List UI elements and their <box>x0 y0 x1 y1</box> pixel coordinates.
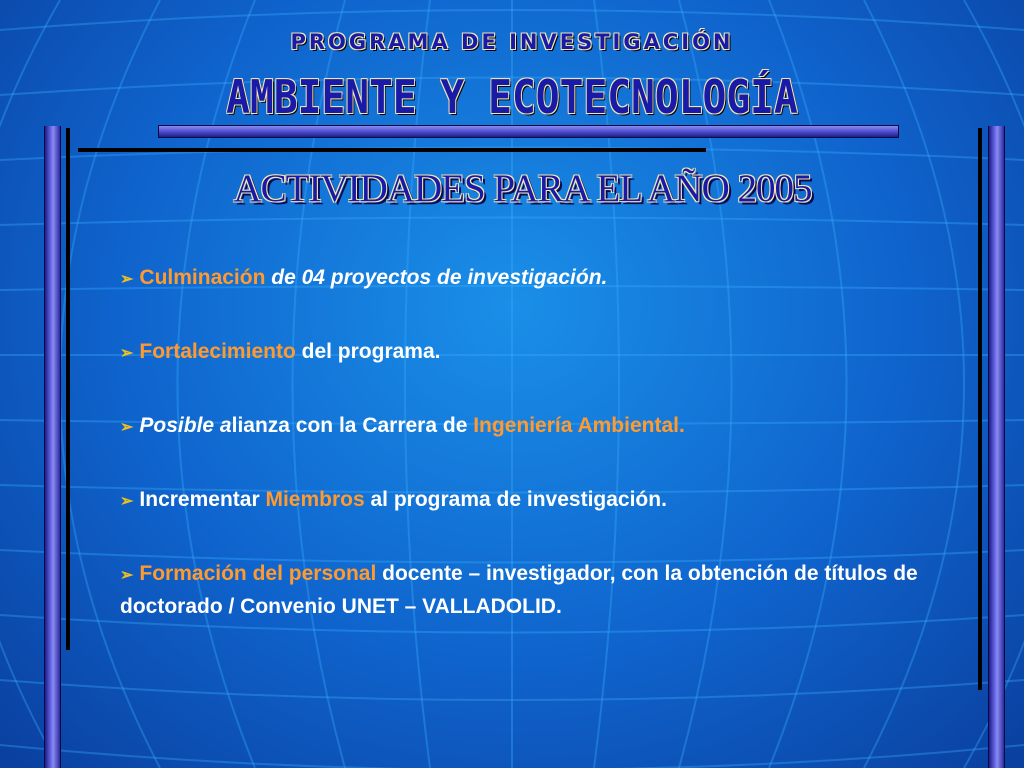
list-item <box>120 484 950 517</box>
item-highlight: Fortalecimiento <box>139 340 296 363</box>
item-text: al programa de investigación. <box>364 488 667 511</box>
list-item <box>120 558 950 622</box>
list-item <box>120 410 950 443</box>
item-highlight: Miembros <box>265 488 365 511</box>
title-bar <box>158 125 899 138</box>
slide-title: AMBIENTE Y ECOTECNOLOGÍA <box>226 70 798 124</box>
program-subtitle: PROGRAMA DE INVESTIGACIÓN <box>290 30 734 54</box>
heading-underline <box>78 148 706 152</box>
activities-heading: ACTIVIDADES PARA EL AÑO 2005 <box>233 167 812 210</box>
item-text: docente – investigador, con la obtención de títulos de doctorado / Convenio UNET – VALLADOLID. <box>120 562 918 618</box>
item-highlight: Culminación <box>139 266 266 289</box>
activity-list <box>120 262 950 663</box>
item-text: de 04 proyectos de investigación. <box>265 266 608 289</box>
right-pillar <box>988 126 1005 768</box>
right-vertical-line <box>978 128 982 690</box>
arrow-bullet-icon: ➢ <box>120 271 134 288</box>
item-lead: Incrementar <box>139 488 266 511</box>
list-item <box>120 262 950 295</box>
arrow-bullet-icon: ➢ <box>120 493 134 510</box>
arrow-bullet-icon: ➢ <box>120 345 134 362</box>
item-text: lianza con la Carrera de <box>231 414 474 437</box>
list-item <box>120 336 950 369</box>
item-text: del programa. <box>295 340 441 363</box>
item-highlight: Ingeniería Ambiental. <box>473 414 685 437</box>
arrow-bullet-icon: ➢ <box>120 567 134 584</box>
item-lead: Posible a <box>139 414 232 437</box>
arrow-bullet-icon: ➢ <box>120 419 134 436</box>
left-pillar <box>44 126 61 768</box>
item-highlight: Formación del personal <box>139 562 377 585</box>
